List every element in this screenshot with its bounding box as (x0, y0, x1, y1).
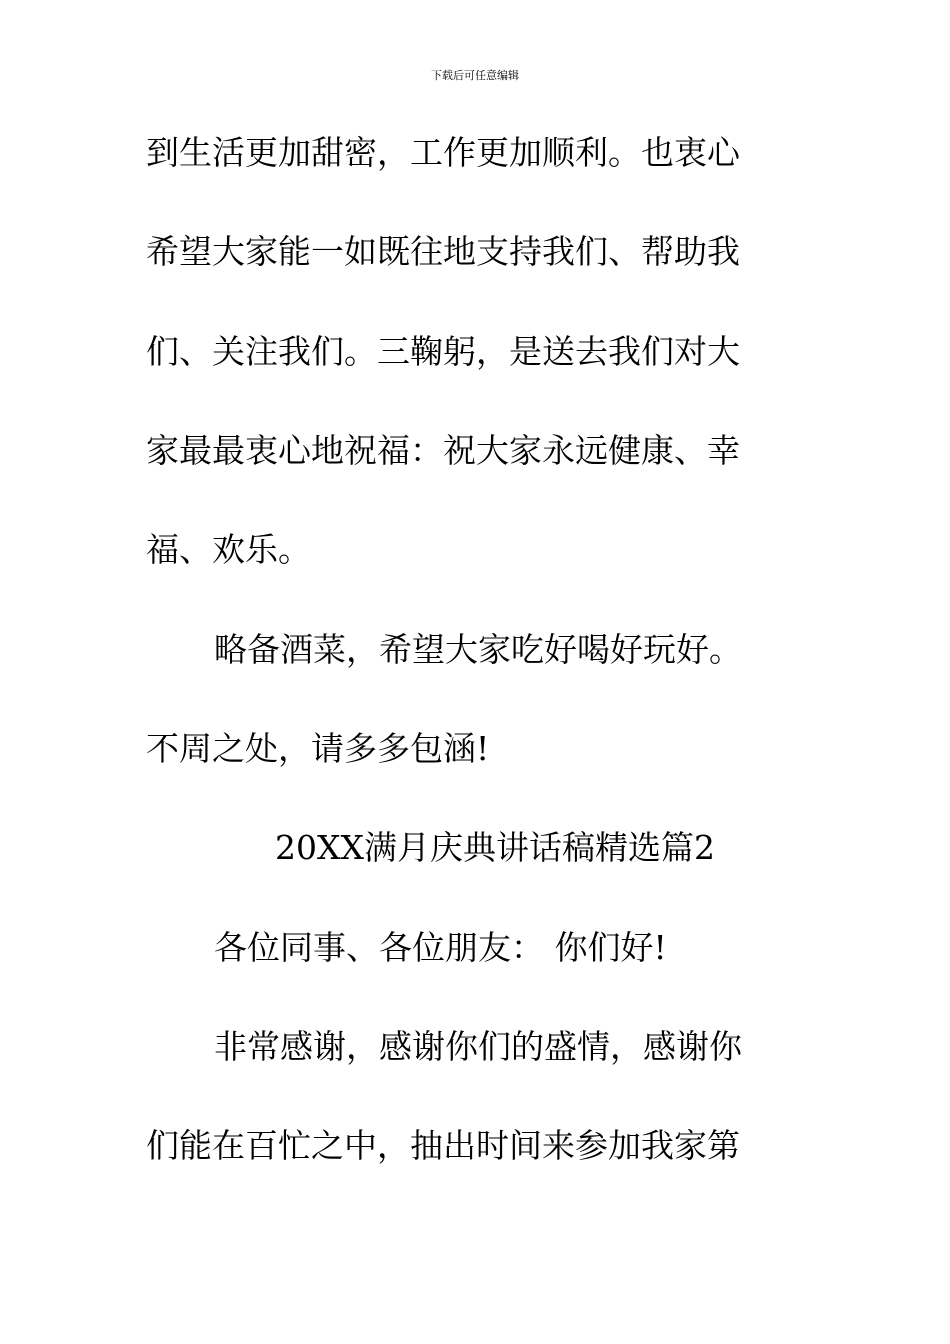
paragraph-line: 福、欢乐。 (146, 530, 311, 569)
paragraph-line: 希望大家能一如既往地支持我们、帮助我 (146, 232, 740, 271)
paragraph-line: 们能在百忙之中，抽出时间来参加我家第 (146, 1126, 740, 1165)
paragraph-line: 不周之处，请多多包涵! (146, 729, 490, 768)
section-title: 20XX满月庆典讲话稿精选篇2 (275, 828, 715, 867)
page-header: 下载后可任意编辑 (431, 69, 519, 82)
greeting-line: 各位同事、各位朋友： 你们好! (214, 928, 667, 967)
paragraph-line: 们、关注我们。三鞠躬，是送去我们对大 (146, 332, 740, 371)
paragraph-line: 略备酒菜，希望大家吃好喝好玩好。 (214, 630, 742, 669)
paragraph-line: 到生活更加甜密，工作更加顺利。也衷心 (146, 133, 740, 172)
paragraph-line: 家最最衷心地祝福：祝大家永远健康、幸 (146, 431, 740, 470)
paragraph-line: 非常感谢，感谢你们的盛情，感谢你 (214, 1027, 742, 1066)
